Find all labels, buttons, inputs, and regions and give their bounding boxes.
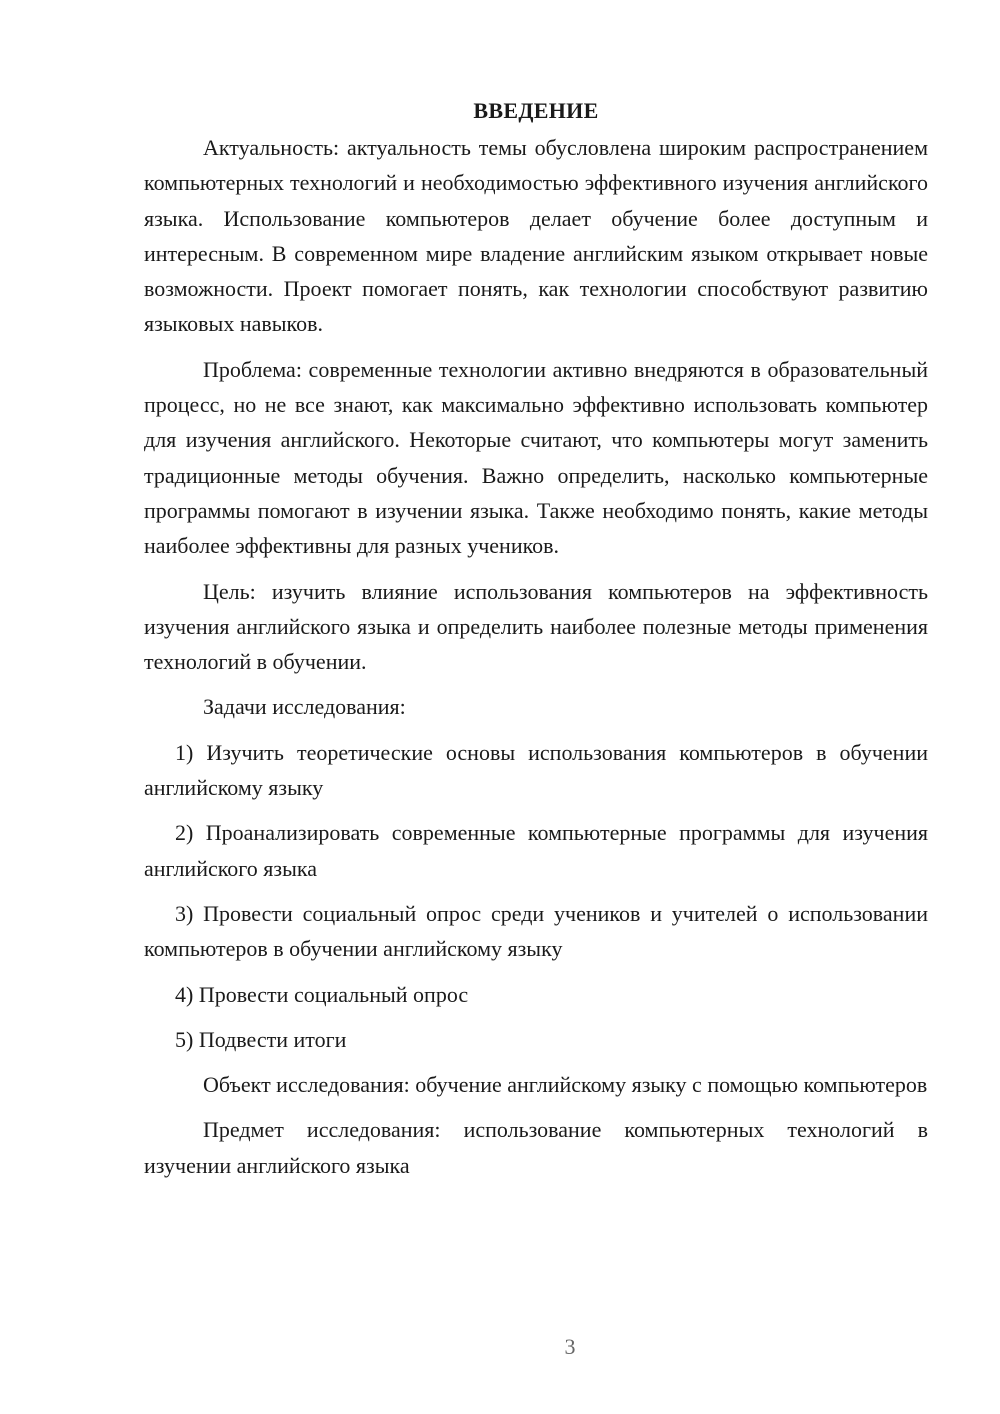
task-item: 4) Провести социальный опрос	[175, 981, 469, 1007]
research-object-paragraph: Объект исследования: обучение английскому языку с помощью компьютеров	[203, 1072, 928, 1098]
task-item: 3) Провести социальный опрос среди учеников и учителей о использовании компьютеров в обучении английскому языку	[144, 900, 928, 962]
goal-paragraph: Цель: изучить влияние использования компьютеров на эффективность изучения английского языка и определить наиболее полезные методы применения технологий в обучении.	[144, 578, 928, 675]
problem-paragraph: Проблема: современные технологии активно внедряются в образовательный процесс, но не все знают, как максимально эффективно использовать компьютер для изучения английского. Некоторые считают, что компьютеры могут заменить традиционные методы обучения. Важно определить, насколько компьютерные программы помогают в изучении языка. Также необходимо понять, какие методы наиболее эффективны для разных учеников.	[144, 356, 928, 559]
page-number: 3	[564, 1334, 576, 1359]
section-title: ВВЕДЕНИЕ	[473, 98, 599, 123]
research-subject-paragraph: Предмет исследования: использование компьютерных технологий в изучении английского языка	[144, 1117, 928, 1178]
task-item: 5) Подвести итоги	[175, 1026, 347, 1052]
page-content	[144, 93, 928, 1193]
tasks-heading: Задачи исследования:	[203, 694, 406, 720]
task-item: 1) Изучить теоретические основы использования компьютеров в обучении английскому языку	[144, 739, 928, 801]
task-item: 2) Проанализировать современные компьютерные программы для изучения английского языка	[144, 820, 928, 881]
relevance-paragraph: Актуальность: актуальность темы обусловлена широким распространением компьютерных технологий и необходимостью эффективного изучения английского языка. Использование компьютеров делает обучение более доступным и интересным. В современном мире владение английским языком открывает новые возможности. Проект помогает понять, как технологии способствуют развитию языковых навыков.	[144, 135, 928, 337]
